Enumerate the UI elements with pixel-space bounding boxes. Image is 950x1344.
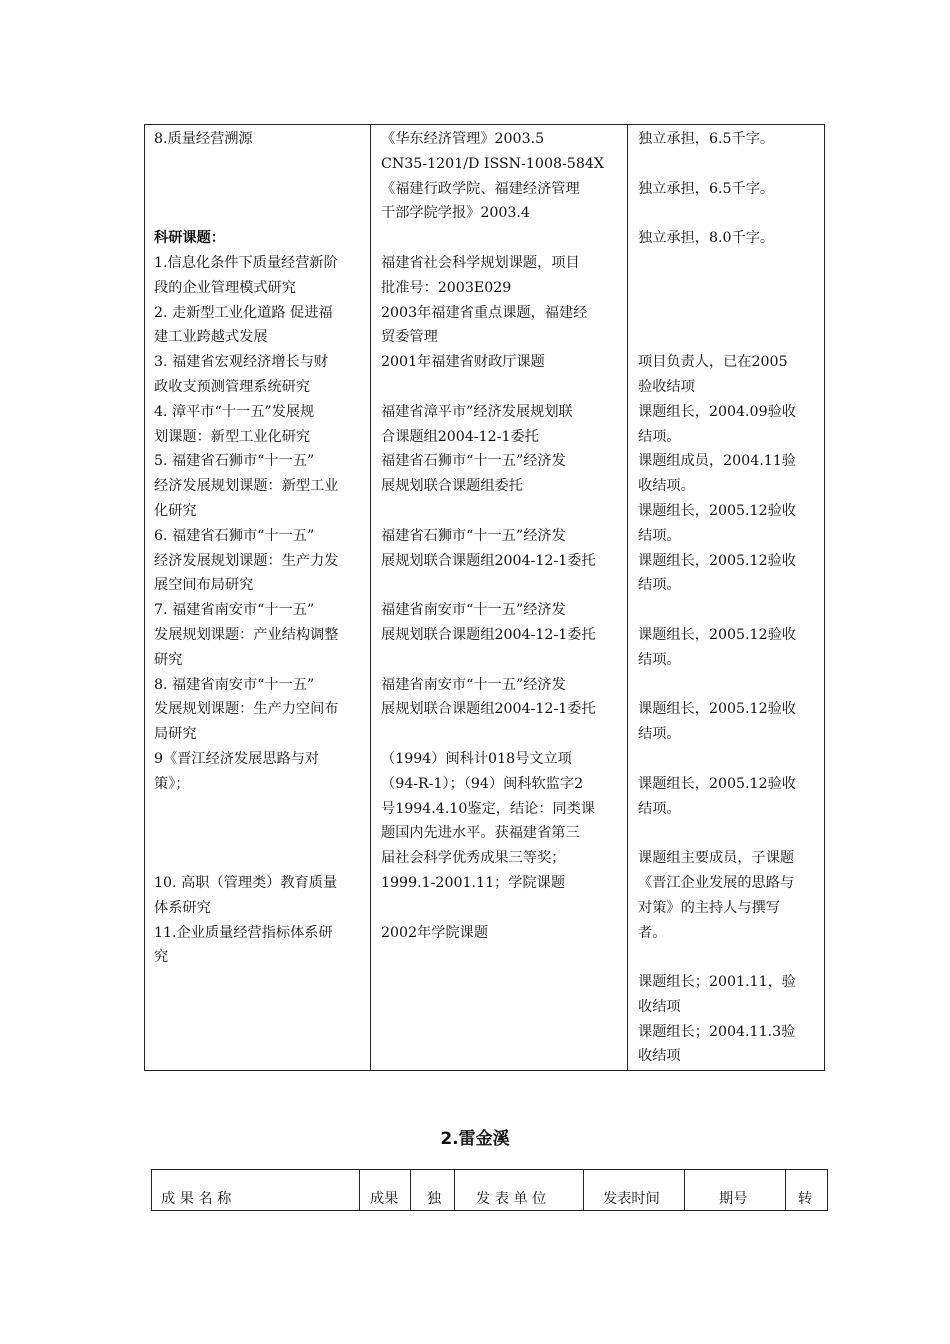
cell-line: 2001年福建省财政厅课题 xyxy=(381,354,545,371)
cell-line: 研究 xyxy=(154,651,183,668)
cell-line xyxy=(381,573,627,598)
cell-line: 课题组长；2004.11.3验 xyxy=(638,1023,796,1040)
publication-column xyxy=(381,127,627,945)
cell-line: 段的企业管理模式研究 xyxy=(154,279,296,296)
header-achievement-name: 成 果 名 称 xyxy=(161,1191,232,1207)
cell-line: 11.企业质量经营指标体系研 xyxy=(154,924,333,941)
cell-line: 经济发展规划课题：生产力发 xyxy=(154,552,339,569)
cell-line xyxy=(154,201,370,226)
cell-line xyxy=(638,945,823,970)
column-divider xyxy=(684,1170,685,1210)
cell-line: 批准号：2003E029 xyxy=(381,279,512,296)
cell-line: 独立承担，8.0千字。 xyxy=(638,230,775,247)
cell-line xyxy=(381,499,627,524)
cell-line: 项目负责人，已在2005 xyxy=(638,354,788,371)
cell-line xyxy=(638,201,823,226)
cell-line xyxy=(381,722,627,747)
cell-line: （94-R-1）；（94）闽科软监字2 xyxy=(381,775,584,792)
cell-line: 化研究 xyxy=(154,502,197,519)
column-divider xyxy=(583,1170,584,1210)
role-column xyxy=(638,127,823,1069)
cell-line: 究 xyxy=(154,949,169,966)
cell-line: 科研课题： xyxy=(154,230,225,247)
cell-line: 独立承担，6.5千字。 xyxy=(638,131,775,147)
cell-line: 体系研究 xyxy=(154,899,211,916)
header-publisher: 发 表 单 位 xyxy=(476,1191,547,1207)
column-divider xyxy=(785,1170,786,1210)
cell-line: 合课题组2004-12-1委托 xyxy=(381,428,539,445)
cell-line: 独立承担，6.5千字。 xyxy=(638,180,775,197)
cell-line: 课题组长，2004.09验收 xyxy=(638,403,796,420)
cell-line: 10. 高职（管理类）教育质量 xyxy=(154,874,338,891)
cell-line: 经济发展规划课题：新型工业 xyxy=(154,478,339,495)
cell-line xyxy=(381,648,627,673)
cell-line xyxy=(638,276,823,301)
column-divider xyxy=(627,125,628,1070)
cell-line xyxy=(638,598,823,623)
header-reprint: 转 xyxy=(798,1191,813,1207)
cell-line: 干部学院学报》2003.4 xyxy=(381,205,530,222)
cell-line xyxy=(638,301,823,326)
cell-line xyxy=(154,821,370,846)
cell-line xyxy=(154,177,370,202)
cell-line: 课题组长，2005.12验收 xyxy=(638,775,796,792)
cell-line xyxy=(381,896,627,921)
cell-line: 结项。 xyxy=(638,577,681,594)
cell-line: 结项。 xyxy=(638,527,681,544)
cell-line: 结项。 xyxy=(638,428,681,445)
column-divider xyxy=(359,1170,360,1210)
cell-line: 政收支预测管理系统研究 xyxy=(154,378,311,395)
cell-line: 局研究 xyxy=(154,726,197,743)
header-issue-number: 期号 xyxy=(719,1191,748,1207)
achievement-header-table xyxy=(151,1169,828,1211)
achievement-name-column xyxy=(154,127,370,970)
cell-line: 2002年学院课题 xyxy=(381,924,489,941)
header-publish-date: 发表时间 xyxy=(603,1191,660,1207)
cell-line: 课题组长，2005.12验收 xyxy=(638,626,796,643)
cell-line: 划课题：新型工业化研究 xyxy=(154,428,311,445)
cell-line xyxy=(381,375,627,400)
cell-line: 收结项。 xyxy=(638,478,695,495)
cell-line: 8.质量经营溯源 xyxy=(154,131,253,147)
cell-line: 福建省南安市“十一五”经济发 xyxy=(381,676,566,693)
cell-line: 课题组长；2001.11，验 xyxy=(638,974,796,991)
section-title: 2.雷金溪 xyxy=(440,1129,510,1149)
cell-line: 《福建行政学院、福建经济管理 xyxy=(381,180,580,197)
cell-line: 福建省社会科学规划课题，项目 xyxy=(381,254,580,271)
cell-line: 收结项 xyxy=(638,1048,681,1065)
column-divider xyxy=(410,1170,411,1210)
cell-line: 福建省南安市“十一五”经济发 xyxy=(381,602,566,619)
cell-line: 号1994.4.10鉴定，结论：同类课 xyxy=(381,800,596,817)
cell-line xyxy=(638,152,823,177)
cell-line: 验收结项 xyxy=(638,378,695,395)
cell-line: 5. 福建省石狮市“十一五” xyxy=(154,453,315,470)
cell-line: 届社会科学优秀成果三等奖； xyxy=(381,850,566,867)
cell-line: 1999.1-2001.11；学院课题 xyxy=(381,874,566,891)
cell-line: 结项。 xyxy=(638,651,681,668)
cell-line: 课题组成员，2004.11验 xyxy=(638,453,796,470)
cell-line xyxy=(638,325,823,350)
cell-line: 2. 走新型工业化道路 促进福 xyxy=(154,304,333,321)
cell-line xyxy=(154,846,370,871)
cell-line: 者。 xyxy=(638,924,667,941)
cell-line: 题国内先进水平。获福建省第三 xyxy=(381,825,580,842)
cell-line: 课题组长，2005.12验收 xyxy=(638,552,796,569)
column-divider xyxy=(454,1170,455,1210)
cell-line: 收结项 xyxy=(638,998,681,1015)
cell-line: 1.信息化条件下质量经营新阶 xyxy=(154,254,338,271)
cell-line xyxy=(381,226,627,251)
cell-line: 3. 福建省宏观经济增长与财 xyxy=(154,354,329,371)
cell-line: 策》； xyxy=(154,775,190,792)
cell-line: 9《晋江经济发展思路与对 xyxy=(154,750,320,767)
cell-line: 结项。 xyxy=(638,726,681,743)
cell-line: 课题组长，2005.12验收 xyxy=(638,701,796,718)
cell-line: 6. 福建省石狮市“十一五” xyxy=(154,527,315,544)
cell-line: 福建省石狮市“十一五”经济发 xyxy=(381,453,566,470)
cell-line: 建工业跨越式发展 xyxy=(154,329,268,346)
cell-line xyxy=(638,821,823,846)
cell-line: 福建省漳平市”经济发展规划联 xyxy=(381,403,573,420)
column-divider xyxy=(370,125,371,1070)
cell-line xyxy=(154,152,370,177)
cell-line xyxy=(638,673,823,698)
cell-line: 展空间布局研究 xyxy=(154,577,254,594)
cell-line: 展规划联合课题组2004-12-1委托 xyxy=(381,701,596,718)
cell-line: 7. 福建省南安市“十一五” xyxy=(154,602,315,619)
cell-line: 8. 福建省南安市“十一五” xyxy=(154,676,315,693)
cell-line: 《晋江企业发展的思路与 xyxy=(638,874,795,891)
header-achievement-type: 成果 xyxy=(370,1191,399,1207)
cell-line: CN35-1201/D ISSN-1008-584X xyxy=(381,155,604,172)
cell-line xyxy=(638,251,823,276)
cell-line: 发展规划课题：生产力空间布 xyxy=(154,701,339,718)
cell-line xyxy=(154,797,370,822)
cell-line: 福建省石狮市“十一五”经济发 xyxy=(381,527,566,544)
cell-line: 贸委管理 xyxy=(381,329,438,346)
cell-line: 结项。 xyxy=(638,800,681,817)
cell-line: 对策》的主持人与撰写 xyxy=(638,899,780,916)
header-independent: 独 xyxy=(427,1191,442,1207)
cell-line: 4. 漳平市“十一五”发展规 xyxy=(154,403,315,420)
research-achievements-table xyxy=(144,124,825,1071)
cell-line xyxy=(638,747,823,772)
cell-line: （1994）闽科计018号文立项 xyxy=(381,750,572,767)
cell-line: 《华东经济管理》2003.5 xyxy=(381,131,545,147)
cell-line: 发展规划课题：产业结构调整 xyxy=(154,626,339,643)
cell-line: 展规划联合课题组2004-12-1委托 xyxy=(381,626,596,643)
cell-line: 2003年福建省重点课题，福建经 xyxy=(381,304,588,321)
cell-line: 课题组主要成员，子课题 xyxy=(638,850,795,867)
cell-line: 展规划联合课题组2004-12-1委托 xyxy=(381,552,596,569)
cell-line: 课题组长，2005.12验收 xyxy=(638,502,796,519)
cell-line: 展规划联合课题组委托 xyxy=(381,478,523,495)
